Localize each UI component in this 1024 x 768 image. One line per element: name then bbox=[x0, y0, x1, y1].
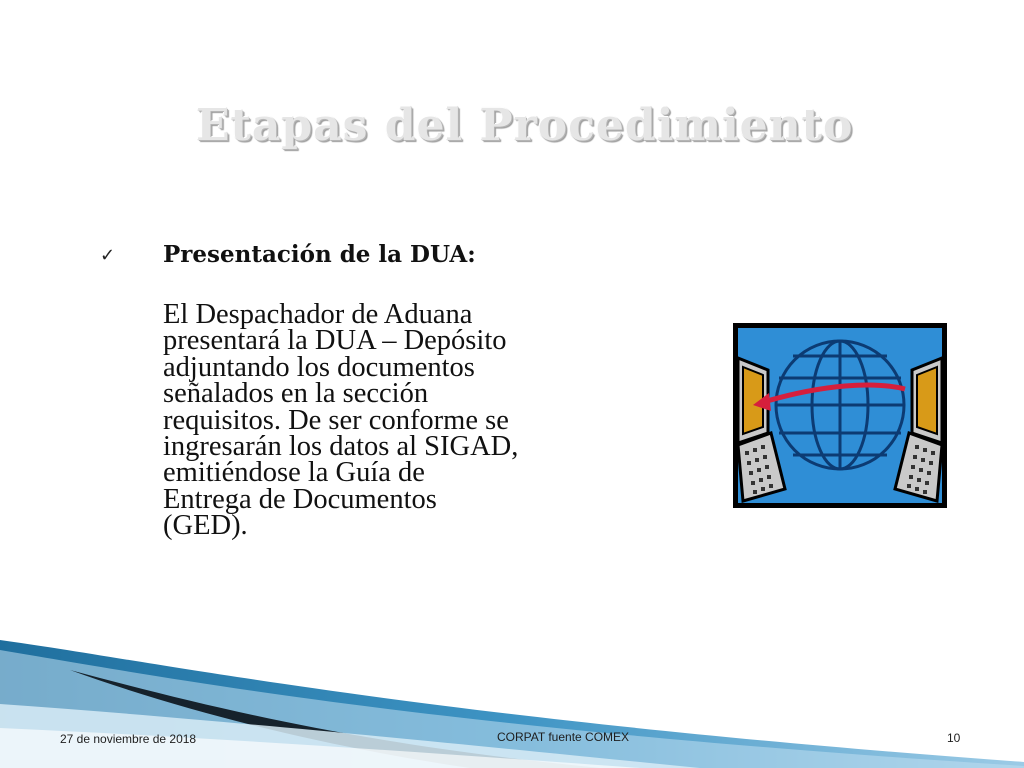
body-line: requisitos. De ser conforme se bbox=[163, 404, 509, 436]
body-line: señalados en la sección bbox=[163, 378, 429, 410]
footer-page-number: 10 bbox=[947, 731, 961, 745]
checkmark-icon: ✓ bbox=[100, 245, 116, 266]
body-line: emitiéndose la Guía de bbox=[163, 457, 425, 489]
footer-wave-decoration bbox=[0, 640, 1024, 768]
bullet-body bbox=[163, 299, 683, 542]
body-line: El Despachador de Aduana bbox=[163, 299, 473, 330]
computers-globe-exchange-icon bbox=[733, 323, 947, 508]
body-line: ingresarán los datos al SIGAD, bbox=[163, 431, 519, 463]
slide-title: Etapas del Procedimiento bbox=[196, 100, 854, 151]
bullet-heading: Presentación de la DUA: bbox=[163, 241, 476, 268]
footer-center-text: CORPAT fuente COMEX bbox=[497, 730, 630, 744]
body-line: adjuntando los documentos bbox=[163, 351, 475, 383]
footer-date: 27 de noviembre de 2018 bbox=[60, 732, 197, 746]
body-line: Entrega de Documentos bbox=[163, 483, 437, 515]
body-line: presentará la DUA – Depósito bbox=[163, 325, 507, 357]
body-line: (GED). bbox=[163, 510, 248, 542]
